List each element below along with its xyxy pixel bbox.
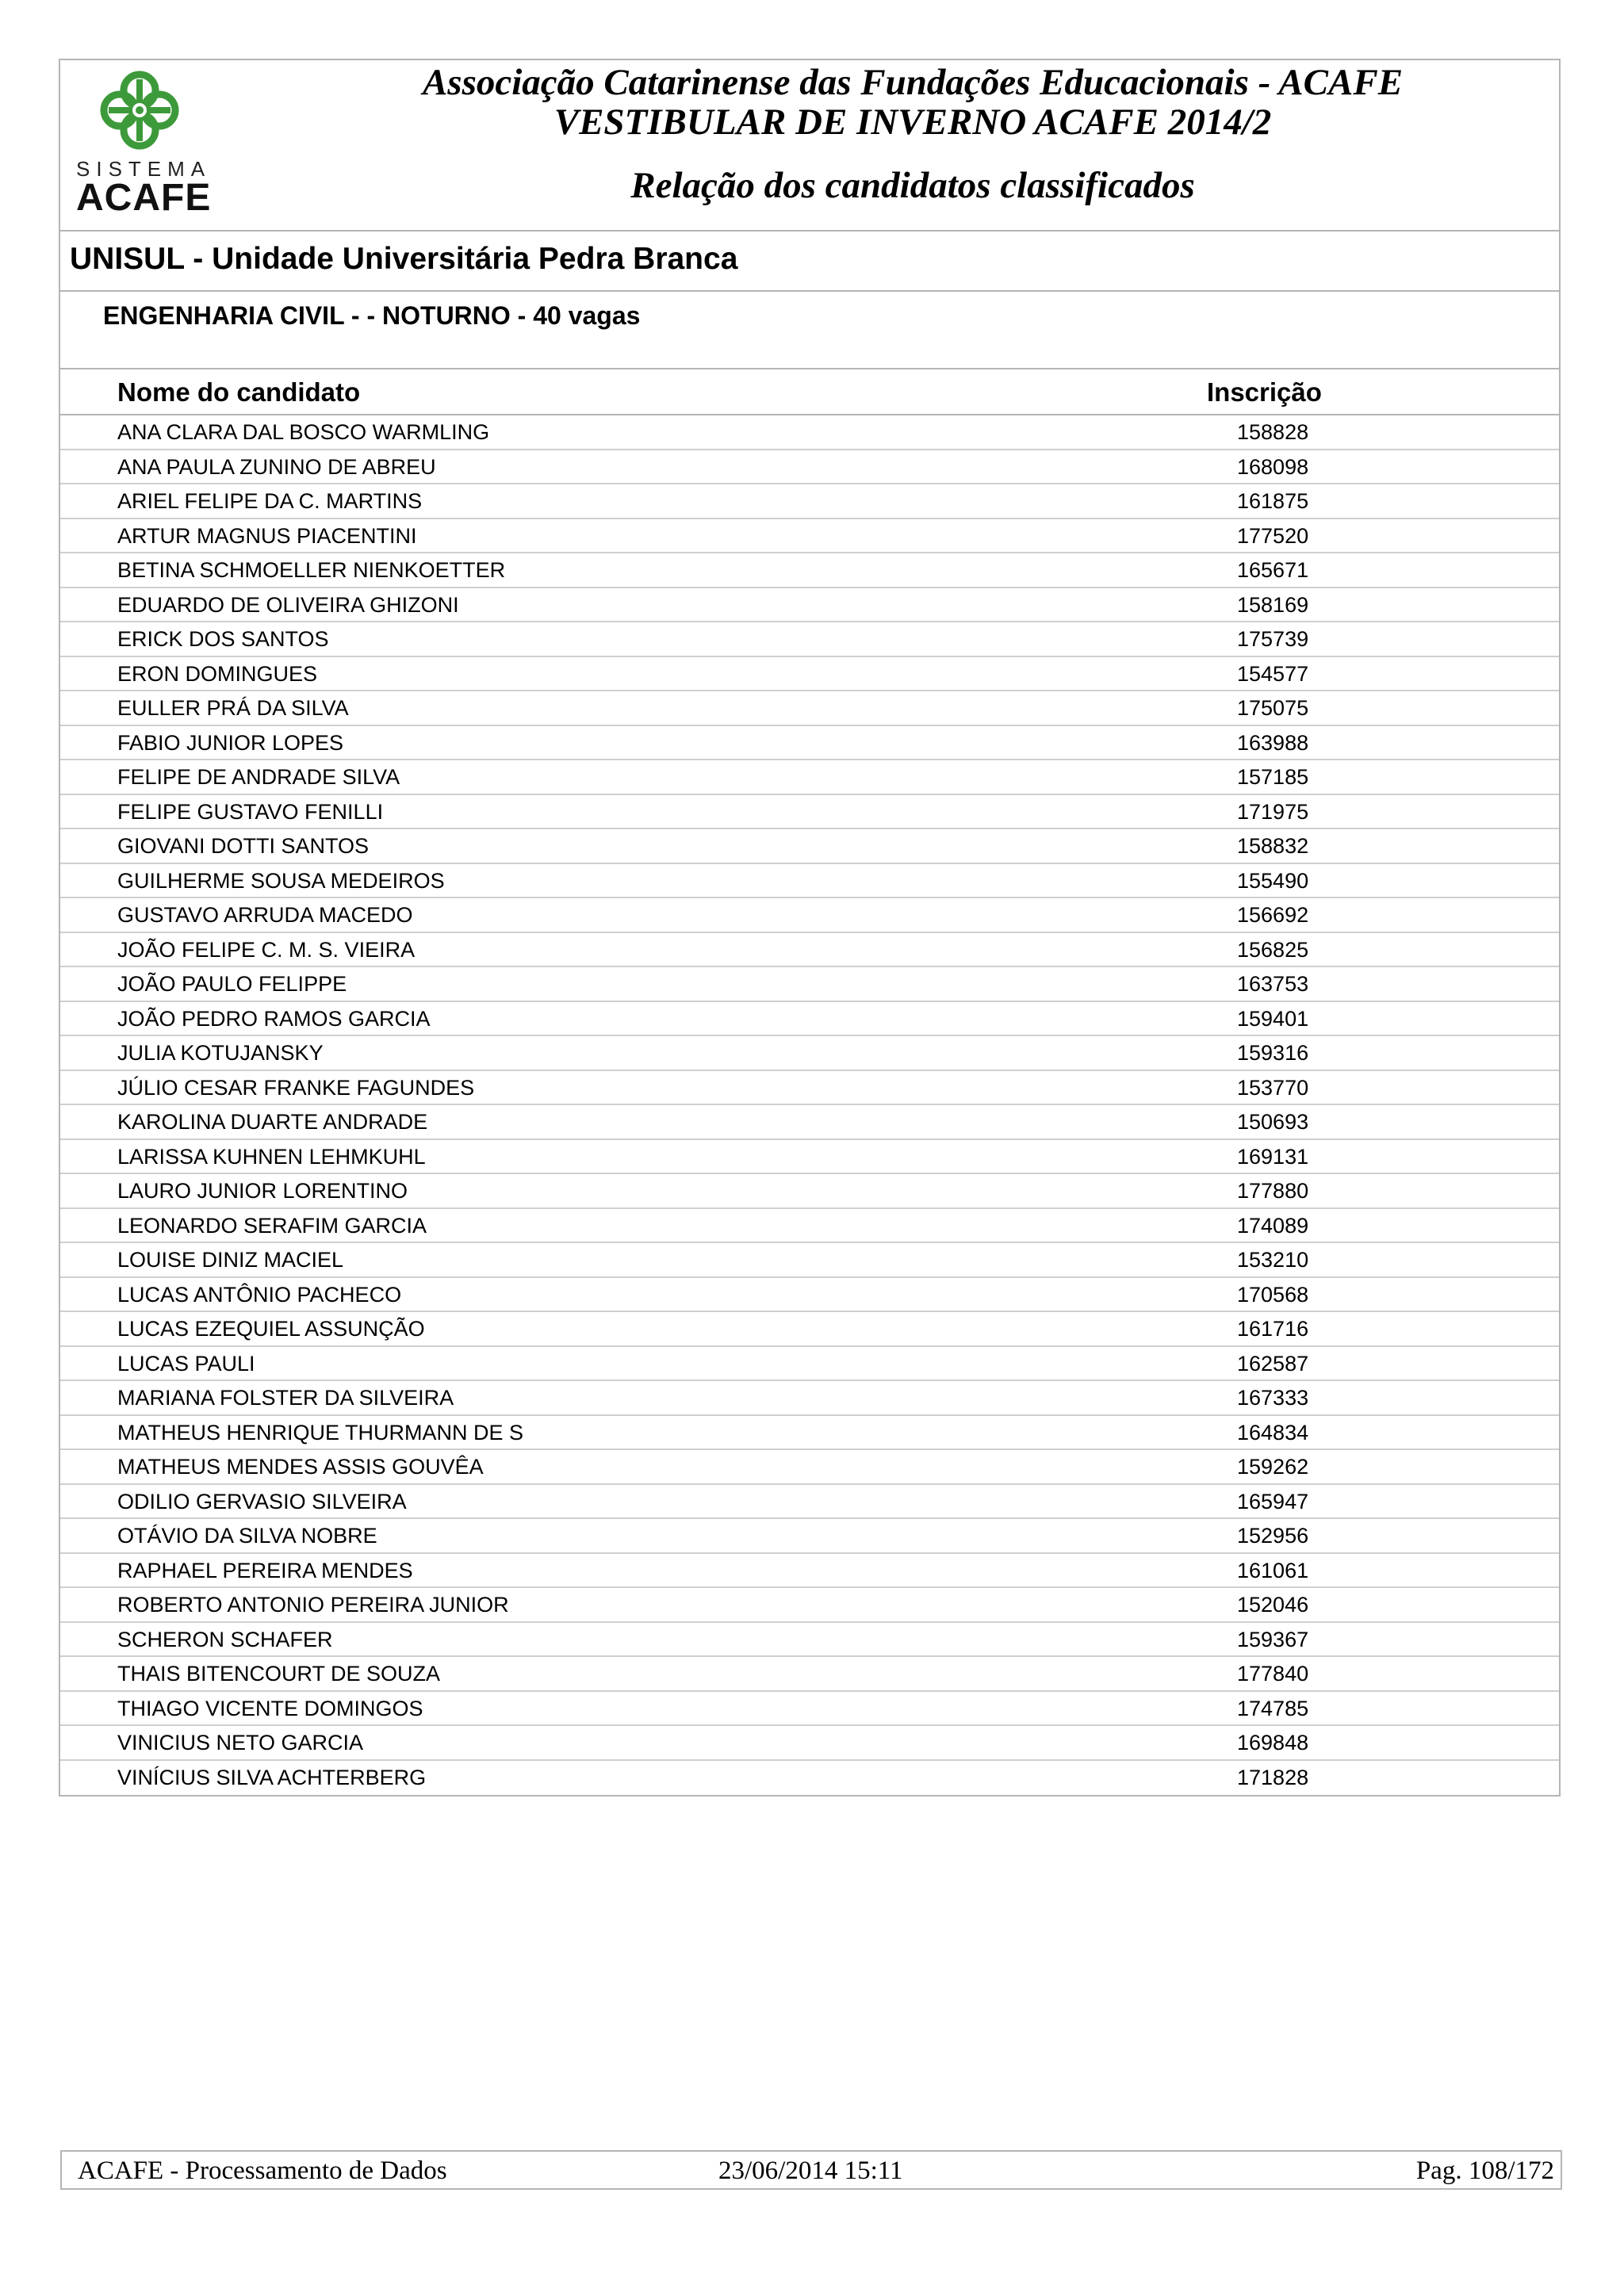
column-header-inscricao: Inscrição — [1207, 377, 1322, 407]
table-header — [60, 369, 1559, 415]
table-row — [60, 519, 1559, 554]
candidate-name: ERICK DOS SANTOS — [117, 627, 329, 651]
table-row — [60, 1657, 1559, 1692]
candidate-inscricao: 156692 — [1237, 903, 1309, 927]
table-row — [60, 1209, 1559, 1244]
candidate-inscricao: 175739 — [1237, 627, 1309, 651]
table-row — [60, 1174, 1559, 1209]
candidate-inscricao: 150693 — [1237, 1110, 1309, 1134]
candidate-inscricao: 154577 — [1237, 661, 1309, 686]
candidate-inscricao: 170568 — [1237, 1282, 1309, 1307]
candidate-name: GUILHERME SOUSA MEDEIROS — [117, 868, 445, 893]
candidate-inscricao: 174089 — [1237, 1213, 1309, 1238]
candidate-inscricao: 165671 — [1237, 558, 1309, 582]
table-row — [60, 1519, 1559, 1554]
candidate-name: ANA PAULA ZUNINO DE ABREU — [117, 454, 436, 479]
candidate-inscricao: 177520 — [1237, 523, 1309, 548]
table-row — [60, 1588, 1559, 1623]
table-row — [60, 1312, 1559, 1347]
candidate-name: ODILIO GERVASIO SILVEIRA — [117, 1489, 407, 1513]
table-row — [60, 450, 1559, 485]
table-row — [60, 622, 1559, 657]
candidate-inscricao: 152956 — [1237, 1524, 1309, 1548]
candidate-name: ANA CLARA DAL BOSCO WARMLING — [117, 420, 490, 444]
column-header-name: Nome do candidato — [117, 377, 361, 407]
candidate-inscricao: 159401 — [1237, 1006, 1309, 1031]
candidate-inscricao: 169848 — [1237, 1731, 1309, 1755]
candidate-name: SCHERON SCHAFER — [117, 1627, 333, 1651]
university-unit-label: UNISUL - Unidade Universitária Pedra Branca — [70, 242, 738, 276]
table-row — [60, 933, 1559, 968]
candidate-inscricao: 159316 — [1237, 1041, 1309, 1065]
table-row — [60, 898, 1559, 933]
university-unit — [60, 232, 1559, 292]
candidate-name: EULLER PRÁ DA SILVA — [117, 696, 349, 720]
candidate-inscricao: 158832 — [1237, 834, 1309, 858]
candidate-name: ARTUR MAGNUS PIACENTINI — [117, 523, 417, 548]
footer-timestamp: 23/06/2014 15:11 — [718, 2156, 903, 2185]
candidate-name: OTÁVIO DA SILVA NOBRE — [117, 1524, 377, 1548]
report-title: Relação dos candidatos classificados — [630, 165, 1195, 206]
table-row — [60, 1347, 1559, 1382]
candidate-name: BETINA SCHMOELLER NIENKOETTER — [117, 558, 506, 582]
table-row — [60, 1105, 1559, 1140]
candidate-inscricao: 161716 — [1237, 1317, 1309, 1341]
table-row — [60, 760, 1559, 795]
candidate-inscricao: 177840 — [1237, 1662, 1309, 1686]
table-row — [60, 829, 1559, 864]
candidate-inscricao: 163988 — [1237, 730, 1309, 755]
candidate-name: JULIA KOTUJANSKY — [117, 1041, 324, 1065]
candidate-name: FABIO JUNIOR LOPES — [117, 730, 344, 755]
candidate-inscricao: 171975 — [1237, 799, 1309, 824]
table-row — [60, 1278, 1559, 1313]
candidate-name: FELIPE DE ANDRADE SILVA — [117, 765, 400, 789]
candidate-name: JOÃO PEDRO RAMOS GARCIA — [117, 1006, 431, 1031]
logo-subtitle: SISTEMA — [76, 157, 212, 181]
candidate-inscricao: 175075 — [1237, 696, 1309, 720]
candidate-inscricao: 162587 — [1237, 1351, 1309, 1376]
candidate-inscricao: 164834 — [1237, 1420, 1309, 1445]
table-row — [60, 1554, 1559, 1589]
candidate-inscricao: 157185 — [1237, 765, 1309, 789]
table-row — [60, 1071, 1559, 1106]
document-header — [60, 60, 1559, 232]
candidate-inscricao: 163753 — [1237, 972, 1309, 996]
candidate-name: EDUARDO DE OLIVEIRA GHIZONI — [117, 592, 459, 617]
candidate-inscricao: 158169 — [1237, 592, 1309, 617]
table-row — [60, 1243, 1559, 1278]
table-row — [60, 657, 1559, 692]
table-row — [60, 1450, 1559, 1485]
candidate-inscricao: 169131 — [1237, 1144, 1309, 1169]
table-row — [60, 1381, 1559, 1416]
candidate-inscricao: 156825 — [1237, 937, 1309, 962]
table-row — [60, 1036, 1559, 1071]
acafe-emblem-icon — [76, 68, 203, 155]
candidate-inscricao: 171828 — [1237, 1765, 1309, 1789]
candidate-name: LUCAS PAULI — [117, 1351, 255, 1376]
table-row — [60, 795, 1559, 830]
candidate-name: LARISSA KUHNEN LEHMKUHL — [117, 1144, 426, 1169]
candidate-name: GIOVANI DOTTI SANTOS — [117, 834, 370, 858]
candidate-name: ERON DOMINGUES — [117, 661, 318, 686]
candidate-inscricao: 153770 — [1237, 1075, 1309, 1100]
candidate-inscricao: 167333 — [1237, 1386, 1309, 1410]
footer-department: ACAFE - Processamento de Dados — [78, 2156, 447, 2185]
exam-title: VESTIBULAR DE INVERNO ACAFE 2014/2 — [553, 101, 1272, 143]
footer-page-number: Pag. 108/172 — [1415, 2156, 1554, 2185]
candidate-inscricao: 165947 — [1237, 1489, 1309, 1513]
candidate-name: MATHEUS HENRIQUE THURMANN DE S — [117, 1420, 524, 1445]
table-row — [60, 1623, 1559, 1658]
candidate-name: LUCAS EZEQUIEL ASSUNÇÃO — [117, 1317, 425, 1341]
candidate-inscricao: 177880 — [1237, 1179, 1309, 1203]
table-row — [60, 553, 1559, 588]
candidate-inscricao: 168098 — [1237, 454, 1309, 479]
table-row — [60, 1485, 1559, 1520]
candidate-name: VINÍCIUS SILVA ACHTERBERG — [117, 1765, 427, 1789]
table-row — [60, 1140, 1559, 1175]
table-row — [60, 1726, 1559, 1761]
table-row — [60, 967, 1559, 1002]
organization-title: Associação Catarinense das Fundações Educacionais - ACAFE — [422, 62, 1404, 103]
candidate-name: LOUISE DINIZ MACIEL — [117, 1248, 344, 1272]
candidate-inscricao: 159262 — [1237, 1455, 1309, 1479]
candidate-name: LEONARDO SERAFIM GARCIA — [117, 1213, 427, 1238]
candidate-name: VINICIUS NETO GARCIA — [117, 1731, 364, 1755]
candidate-name: ARIEL FELIPE DA C. MARTINS — [117, 489, 423, 513]
acafe-logo — [76, 68, 212, 223]
candidate-name: GUSTAVO ARRUDA MACEDO — [117, 903, 413, 927]
logo-wordmark: ACAFE — [76, 177, 212, 219]
page-footer — [60, 2150, 1562, 2190]
candidate-table — [60, 415, 1559, 1795]
table-row — [60, 1002, 1559, 1037]
table-row — [60, 691, 1559, 726]
table-row — [60, 1692, 1559, 1727]
candidate-inscricao: 161061 — [1237, 1558, 1309, 1582]
candidate-name: THIAGO VICENTE DOMINGOS — [117, 1696, 423, 1720]
candidate-inscricao: 161875 — [1237, 489, 1309, 513]
candidate-name: LUCAS ANTÔNIO PACHECO — [117, 1282, 402, 1307]
candidate-inscricao: 159367 — [1237, 1627, 1309, 1651]
candidate-inscricao: 153210 — [1237, 1248, 1309, 1272]
table-row — [60, 864, 1559, 899]
candidate-inscricao: 174785 — [1237, 1696, 1309, 1720]
candidate-name: RAPHAEL PEREIRA MENDES — [117, 1558, 413, 1582]
candidate-name: ROBERTO ANTONIO PEREIRA JUNIOR — [117, 1593, 509, 1617]
candidate-name: JOÃO FELIPE C. M. S. VIEIRA — [117, 937, 416, 962]
candidate-name: LAURO JUNIOR LORENTINO — [117, 1179, 408, 1203]
candidate-inscricao: 155490 — [1237, 868, 1309, 893]
document-frame — [59, 59, 1561, 1797]
course-title: ENGENHARIA CIVIL - - NOTURNO - 40 vagas — [60, 292, 1559, 369]
candidate-name: FELIPE GUSTAVO FENILLI — [117, 799, 384, 824]
table-row — [60, 588, 1559, 623]
table-row — [60, 484, 1559, 519]
candidate-inscricao: 158828 — [1237, 420, 1309, 444]
candidate-name: JOÃO PAULO FELIPPE — [117, 972, 347, 996]
candidate-name: THAIS BITENCOURT DE SOUZA — [117, 1662, 441, 1686]
candidate-name: MARIANA FOLSTER DA SILVEIRA — [117, 1386, 454, 1410]
table-row — [60, 415, 1559, 450]
table-row — [60, 1761, 1559, 1796]
table-row — [60, 726, 1559, 761]
table-row — [60, 1416, 1559, 1451]
candidate-name: KAROLINA DUARTE ANDRADE — [117, 1110, 428, 1134]
candidate-name: JÚLIO CESAR FRANKE FAGUNDES — [117, 1075, 475, 1100]
candidate-name: MATHEUS MENDES ASSIS GOUVÊA — [117, 1455, 484, 1479]
candidate-inscricao: 152046 — [1237, 1593, 1309, 1617]
